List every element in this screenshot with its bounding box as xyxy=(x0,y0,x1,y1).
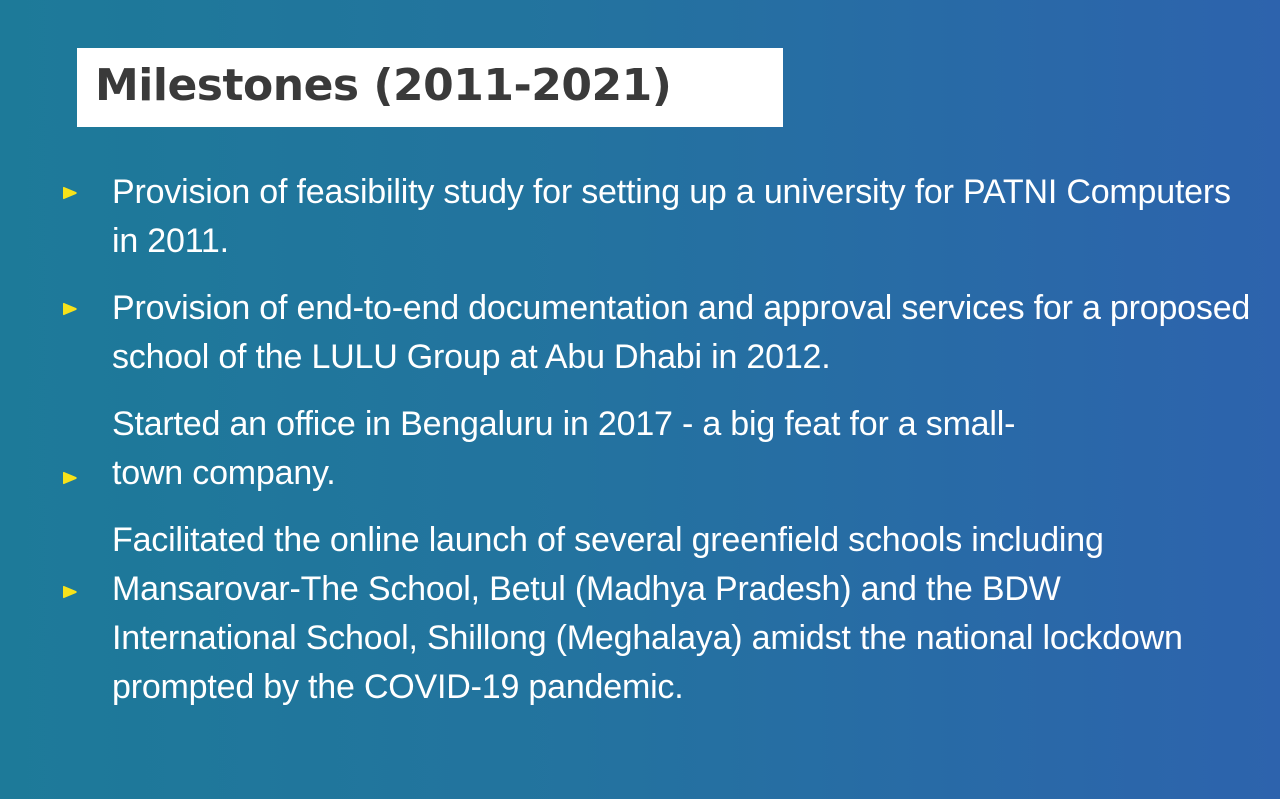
title-box xyxy=(77,48,783,127)
milestone-text: Provision of feasibility study for setting up a university for PATNI Computers in 2011. xyxy=(112,173,1231,260)
milestone-text: Facilitated the online launch of several greenfield schools including Mansarovar-The School, Betul (Madhya Pradesh) and the BDW International School, Shillong (Meghalaya) amidst the national lockdown prompted by the COVID-19 pandemic. xyxy=(112,521,1183,706)
arrow-bullet-icon xyxy=(62,301,78,317)
milestone-text: Provision of end-to-end documentation and approval services for a proposed school of the LULU Group at Abu Dhabi in 2012. xyxy=(112,289,1251,376)
arrow-bullet-icon xyxy=(62,185,78,201)
page-title: Milestones (2011-2021) xyxy=(95,60,672,111)
milestone-text: Started an office in Bengaluru in 2017 - a big feat for a small-town company. xyxy=(112,405,1016,492)
arrow-bullet-icon xyxy=(62,470,78,486)
arrow-bullet-icon xyxy=(62,584,78,600)
